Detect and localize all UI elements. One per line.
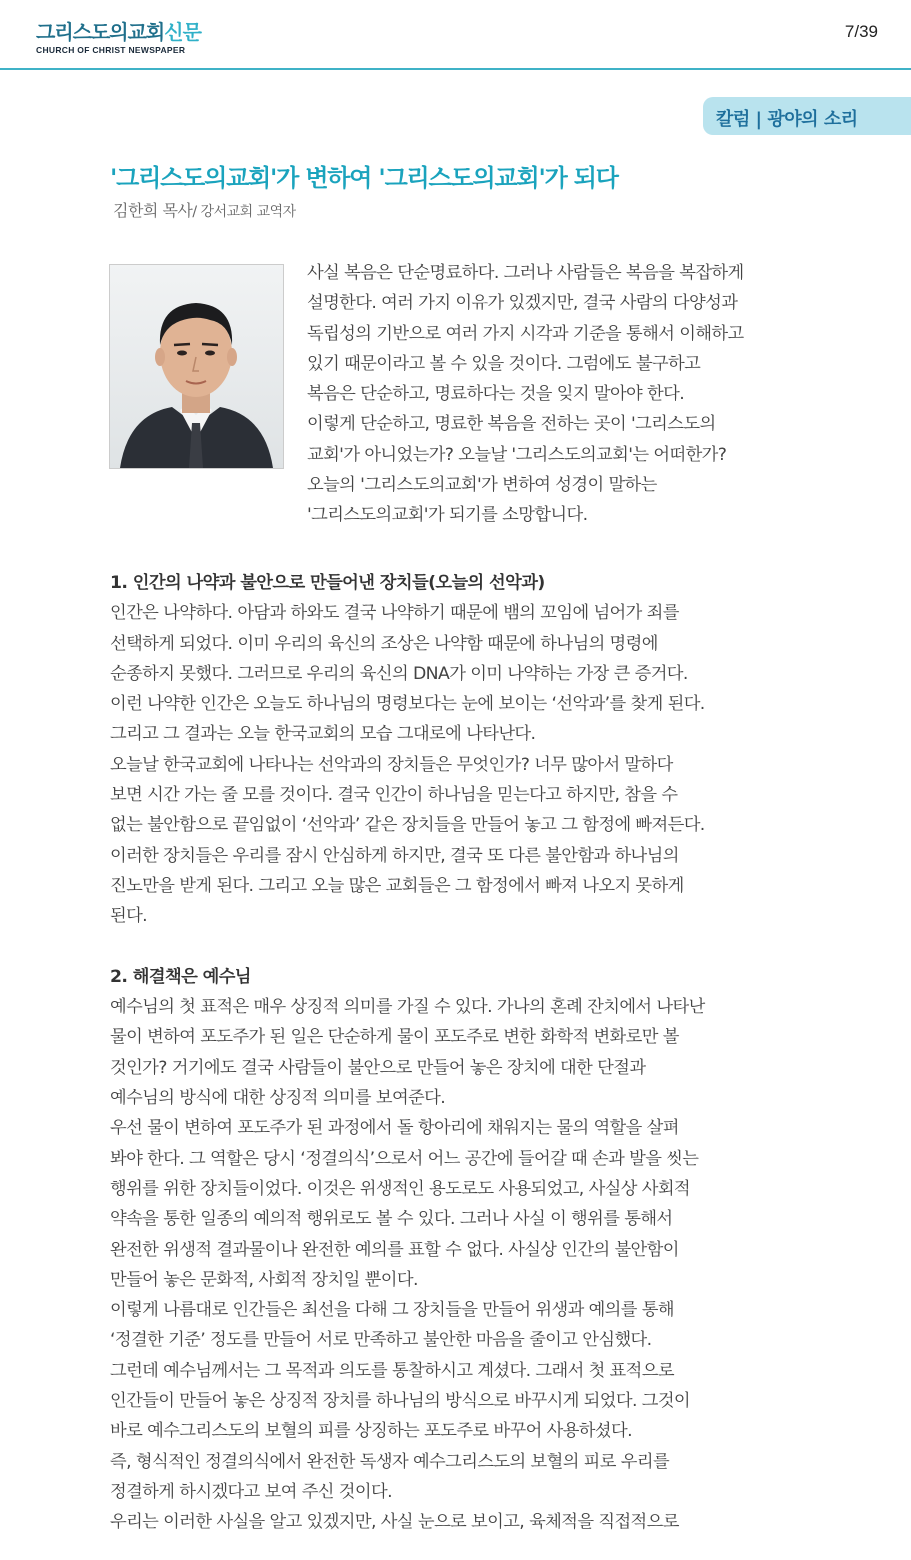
body-line: 것인가? 거기에도 결국 사람들이 불안으로 만들어 놓은 장치에 대한 단절과 (110, 1057, 646, 1078)
body-line: 봐야 한다. 그 역할은 당시 ‘정결의식’으로서 어느 공간에 들어갈 때 손과 발을 씻는 (110, 1148, 699, 1169)
body-line: 정결하게 하시겠다고 보여 주신 것이다. (110, 1481, 392, 1502)
body-line: 우선 물이 변하여 포도주가 된 과정에서 돌 항아리에 채워지는 물의 역할을 살펴 (110, 1118, 679, 1139)
body-line: 예수님의 방식에 대한 상징적 의미를 보여준다. (110, 1088, 446, 1109)
body-line: 순종하지 못했다. 그러므로 우리의 육신의 DNA가 이미 나약하는 가장 큰 증거다. (110, 663, 688, 684)
body-line: 없는 불안함으로 끝임없이 ‘선악과’ 같은 장치들을 만들어 놓고 그 함정에 빠져든다. (110, 815, 705, 836)
body-line: 인간들이 만들어 놓은 상징적 장치를 하나님의 방식으로 바꾸시게 되었다. 그것이 (110, 1391, 691, 1412)
body-line: 행위를 위한 장치들이었다. 이것은 위생적인 용도로도 사용되었고, 사실상 사회적 (110, 1178, 691, 1199)
body-line: 예수님의 첫 표적은 매우 상징적 의미를 가질 수 있다. 가나의 혼례 잔치에서 나타난 (110, 997, 705, 1018)
newspaper-logo[interactable] (36, 20, 201, 55)
logo-english: CHURCH OF CHRIST NEWSPAPER (36, 45, 186, 55)
body-line: 우리는 이러한 사실을 알고 있겠지만, 사실 눈으로 보이고, 육체적을 직접적으로 (110, 1512, 679, 1533)
body-line: 보면 시간 가는 줄 모를 것이다. 결국 인간이 하나님을 믿는다고 하지만, 참을 수 (110, 785, 678, 806)
column-category-tab (703, 97, 911, 135)
body-line: 이러한 장치들은 우리를 잠시 안심하게 하지만, 결국 또 다른 불안함과 하나님의 (110, 845, 679, 866)
body-line: 그리고 그 결과는 오늘 한국교회의 모습 그대로에 나타난다. (110, 724, 536, 745)
body-line: 선택하게 되었다. 이미 우리의 육신의 조상은 나약함 때문에 하나님의 명령에 (110, 633, 658, 654)
body-line: 그런데 예수님께서는 그 목적과 의도를 통찰하시고 계셨다. 그래서 첫 표적으로 (110, 1360, 674, 1381)
body-line: 즉, 형식적인 정결의식에서 완전한 독생자 예수그리스도의 보혈의 피로 우리를 (110, 1451, 670, 1472)
body-line: 오늘날 한국교회에 나타나는 선악과의 장치들은 무엇인가? 너무 많아서 말하다 (110, 754, 673, 775)
intro-line: 교회'가 아니었는가? 오늘날 '그리스도의교회'는 어떠한가? (307, 444, 727, 465)
section-1-heading: 1. 인간의 나약과 불안으로 만들어낸 장치들(오늘의 선악과) (110, 573, 545, 593)
body-line: ‘정결한 기준’ 정도를 만들어 서로 만족하고 불안한 마음을 줄이고 안심했다. (110, 1330, 652, 1351)
author-role: / 강서교회 교역자 (192, 204, 296, 220)
page-number: 7/39 (844, 22, 878, 41)
intro-line: 이렇게 단순하고, 명료한 복음을 전하는 곳이 '그리스도의 (307, 414, 716, 435)
body-line: 된다. (110, 906, 148, 927)
body-line: 약속을 통한 일종의 예의적 행위로도 볼 수 있다. 그러나 사실 이 행위를 통해서 (110, 1209, 673, 1230)
article-body (110, 568, 810, 1538)
intro-line: 설명한다. 여러 가지 이유가 있겠지만, 결국 사람의 다양성과 (307, 293, 738, 314)
body-line: 만들어 놓은 문화적, 사회적 장치일 뿐이다. (110, 1269, 418, 1290)
article-intro (307, 258, 827, 531)
header-divider (0, 68, 911, 70)
intro-line: '그리스도의교회'가 되기를 소망합니다. (307, 505, 588, 526)
body-line: 이런 나약한 인간은 오늘도 하나님의 명령보다는 눈에 보이는 ‘선악과’를 찾게 된다. (110, 694, 705, 715)
author-photo (109, 264, 284, 469)
article-byline (113, 198, 296, 221)
body-line: 완전한 위생적 결과물이나 완전한 예의를 표할 수 없다. 사실상 인간의 불안함이 (110, 1239, 679, 1260)
logo-korean: 그리스도의교회신문 (36, 20, 201, 44)
intro-line: 독립성의 기반으로 여러 가지 시각과 기준을 통해서 이해하고 (307, 323, 744, 344)
intro-line: 오늘의 '그리스도의교회'가 변하여 성경이 말하는 (307, 475, 657, 496)
author-portrait-image (110, 265, 283, 468)
section-2-heading: 2. 해결책은 예수님 (110, 966, 251, 987)
column-category-label: 칼럼 | 광야의 소리 (716, 109, 858, 130)
body-line: 진노만을 받게 된다. 그리고 오늘 많은 교회들은 그 함정에서 빠져 나오지 못하게 (110, 875, 684, 896)
body-line: 물이 변하여 포도주가 된 일은 단순하게 물이 포도주로 변한 화학적 변화로만 볼 (110, 1027, 679, 1048)
article-title: '그리스도의교회'가 변하여 '그리스도의교회'가 되다 (110, 164, 618, 192)
body-line: 인간은 나약하다. 아담과 하와도 결국 나약하기 때문에 뱀의 꼬임에 넘어가 죄를 (110, 603, 679, 624)
intro-line: 복음은 단순하고, 명료하다는 것을 잊지 말아야 한다. (307, 384, 685, 405)
intro-line: 있기 때문이라고 볼 수 있을 것이다. 그럼에도 불구하고 (307, 353, 701, 374)
body-line: 이렇게 나름대로 인간들은 최선을 다해 그 장치들을 만들어 위생과 예의를 통해 (110, 1300, 674, 1321)
intro-line: 사실 복음은 단순명료하다. 그러나 사람들은 복음을 복잡하게 (307, 263, 744, 283)
body-line: 바로 예수그리스도의 보혈의 피를 상징하는 포도주로 바꾸어 사용하셨다. (110, 1421, 632, 1442)
author-name: 김한희 목사 (113, 201, 193, 220)
section-spacer (110, 932, 810, 962)
